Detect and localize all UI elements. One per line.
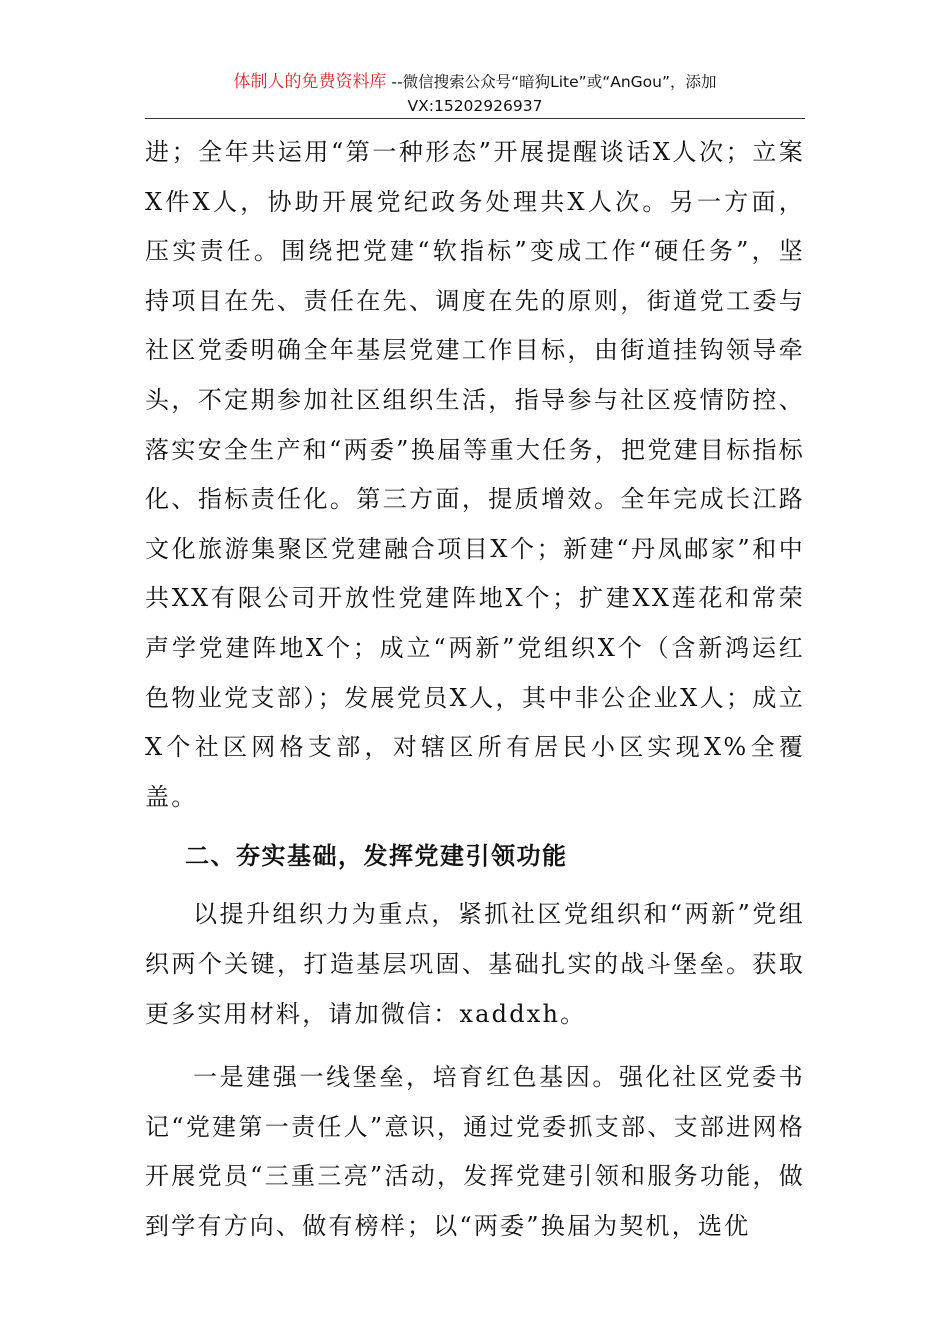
page-header <box>145 70 805 118</box>
paragraph-2: 以提升组织力为重点，紧抓社区党组织和“两新”党组织两个关键，打造基层巩固、基础扎实的战斗堡垒。获取更多实用材料，请加微信：xaddxh。 <box>145 900 805 1028</box>
document-body <box>145 128 805 1251</box>
header-brand: 体制人的免费资料库 <box>233 72 387 92</box>
header-contact: VX:15202926937 <box>407 97 543 115</box>
header-promo-text: --微信搜索公众号“暗狗Lite”或“AnGou”，添加 <box>386 73 717 91</box>
paragraph-3: 一是建强一线堡垒，培育红色基因。强化社区党委书记“党建第一责任人”意识，通过党委抓支部、支部进网格开展党员“三重三亮”活动，发挥党建引领和服务功能，做到学有方向、做有榜样；以“两委”换届为契机，选优 <box>145 1063 805 1240</box>
paragraph-spacer <box>145 1039 805 1053</box>
section-heading-2: 二、夯实基础，发挥党建引领功能 <box>185 842 568 871</box>
header-line-1 <box>145 70 805 94</box>
header-divider <box>145 118 805 119</box>
paragraph-1: 进；全年共运用“第一种形态”开展提醒谈话X人次；立案X件X人，协助开展党纪政务处理共X人次。另一方面，压实责任。围绕把党建“软指标”变成工作“硬任务”，坚持项目在先、责任在先、调度在先的原则，街道党工委与社区党委明确全年基层党建工作目标，由街道挂钩领导牵头，不定期参加社区组织生活，指导参与社区疫情防控、落实安全生产和“两委”换届等重大任务，把党建目标指标化、指标责任化。第三方面，提质增效。全年完成长江路文化旅游集聚区党建融合项目X个；新建“丹凤邮家”和中共XX有限公司开放性党建阵地X个；扩建XX莲花和常荣声学党建阵地X个；成立“两新”党组织X个（含新鸿运红色物业党支部）；发展党员X人，其中非公企业X人；成立X个社区网格支部，对辖区所有居民小区实现X%全覆盖。 <box>145 138 805 811</box>
